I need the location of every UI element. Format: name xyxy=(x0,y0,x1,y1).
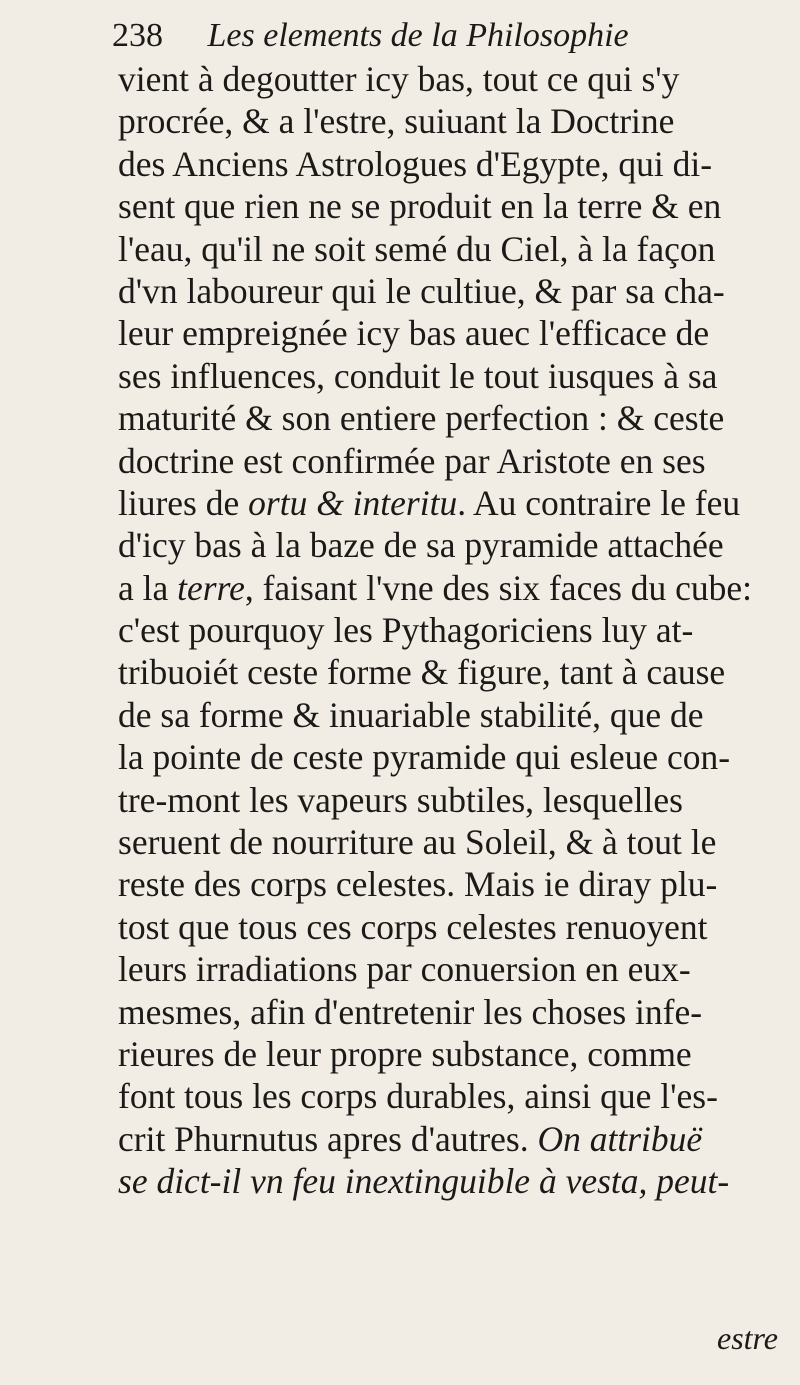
text-segment: leurs irradiations par conuersion en eux- xyxy=(118,949,691,990)
text-segment: . Au contraire le feu xyxy=(457,482,741,523)
text-line xyxy=(118,1033,796,1075)
text-line xyxy=(118,779,796,821)
body-text xyxy=(118,58,796,1203)
running-header xyxy=(112,14,752,58)
text-line xyxy=(118,1118,796,1160)
text-line xyxy=(118,355,796,397)
text-segment: c'est pourquoy les Pythagoriciens luy at- xyxy=(118,610,694,651)
text-line xyxy=(118,524,796,566)
text-line xyxy=(118,821,796,863)
text-segment: a la xyxy=(118,567,178,608)
text-segment: maturité & son entiere perfection : & ceste xyxy=(118,398,725,439)
text-segment: d'vn laboureur qui le cultiue, & par sa cha- xyxy=(118,270,725,311)
text-segment: doctrine est confirmée par Aristote en ses xyxy=(118,440,706,481)
text-line xyxy=(118,185,796,227)
text-line xyxy=(118,609,796,651)
text-line xyxy=(118,736,796,778)
text-segment: la pointe de ceste pyramide qui esleue con- xyxy=(118,737,731,778)
text-segment: tre-mont les vapeurs subtiles, lesquelles xyxy=(118,779,683,820)
text-line xyxy=(118,694,796,736)
text-line xyxy=(118,143,796,185)
text-segment: tribuoiét ceste forme & figure, tant à cause xyxy=(118,652,726,693)
text-line xyxy=(118,228,796,270)
text-segment: sent que rien ne se produit en la terre & en xyxy=(118,186,722,227)
text-line xyxy=(118,991,796,1033)
running-title: Les elements de la Philosophie xyxy=(207,17,629,54)
catchword: estre xyxy=(716,1320,778,1356)
text-segment: seruent de nourriture au Soleil, & à tout le xyxy=(118,822,717,863)
italic-segment: se dict-il vn feu inextinguible à vesta, peut- xyxy=(118,1161,730,1202)
text-line xyxy=(118,270,796,312)
text-line xyxy=(118,482,796,524)
text-segment: reste des corps celestes. Mais ie diray plu- xyxy=(118,864,718,905)
italic-segment: terre xyxy=(177,567,245,608)
text-line xyxy=(118,948,796,990)
text-segment: des Anciens Astrologues d'Egypte, qui di- xyxy=(118,143,713,184)
text-segment: ses influences, conduit le tout iusques à sa xyxy=(118,355,718,396)
text-segment: de sa forme & inuariable stabilité, que de xyxy=(118,694,704,735)
text-segment: , faisant l'vne des six faces du cube: xyxy=(244,567,753,608)
text-line xyxy=(118,1075,796,1117)
text-segment: tost que tous ces corps celestes renuoyent xyxy=(118,906,708,947)
text-segment: font tous les corps durables, ainsi que l'es- xyxy=(118,1076,718,1117)
text-line xyxy=(118,100,796,142)
text-segment: mesmes, afin d'entretenir les choses infe- xyxy=(118,991,703,1032)
text-line xyxy=(118,906,796,948)
text-segment: liures de xyxy=(118,482,249,523)
text-line xyxy=(118,440,796,482)
text-segment: vient à degoutter icy bas, tout ce qui s'y xyxy=(118,59,680,99)
text-segment: procrée, & a l'estre, suiuant la Doctrine xyxy=(118,101,675,142)
text-line xyxy=(118,863,796,905)
text-segment: leur empreignée icy bas auec l'efficace de xyxy=(118,313,710,354)
text-segment: crit Phurnutus apres d'autres. xyxy=(118,1118,538,1159)
italic-segment: ortu & interitu xyxy=(248,482,458,523)
text-line xyxy=(118,567,796,609)
page-number: 238 xyxy=(112,17,163,54)
text-segment: l'eau, qu'il ne soit semé du Ciel, à la façon xyxy=(118,228,716,269)
text-segment: rieures de leur propre substance, comme xyxy=(118,1033,692,1074)
text-line xyxy=(118,312,796,354)
text-line xyxy=(118,1160,796,1202)
italic-segment: On attribuë xyxy=(537,1118,703,1159)
text-line xyxy=(118,397,796,439)
text-line xyxy=(118,651,796,693)
text-line xyxy=(118,58,796,100)
text-segment: d'icy bas à la baze de sa pyramide attachée xyxy=(118,525,724,566)
